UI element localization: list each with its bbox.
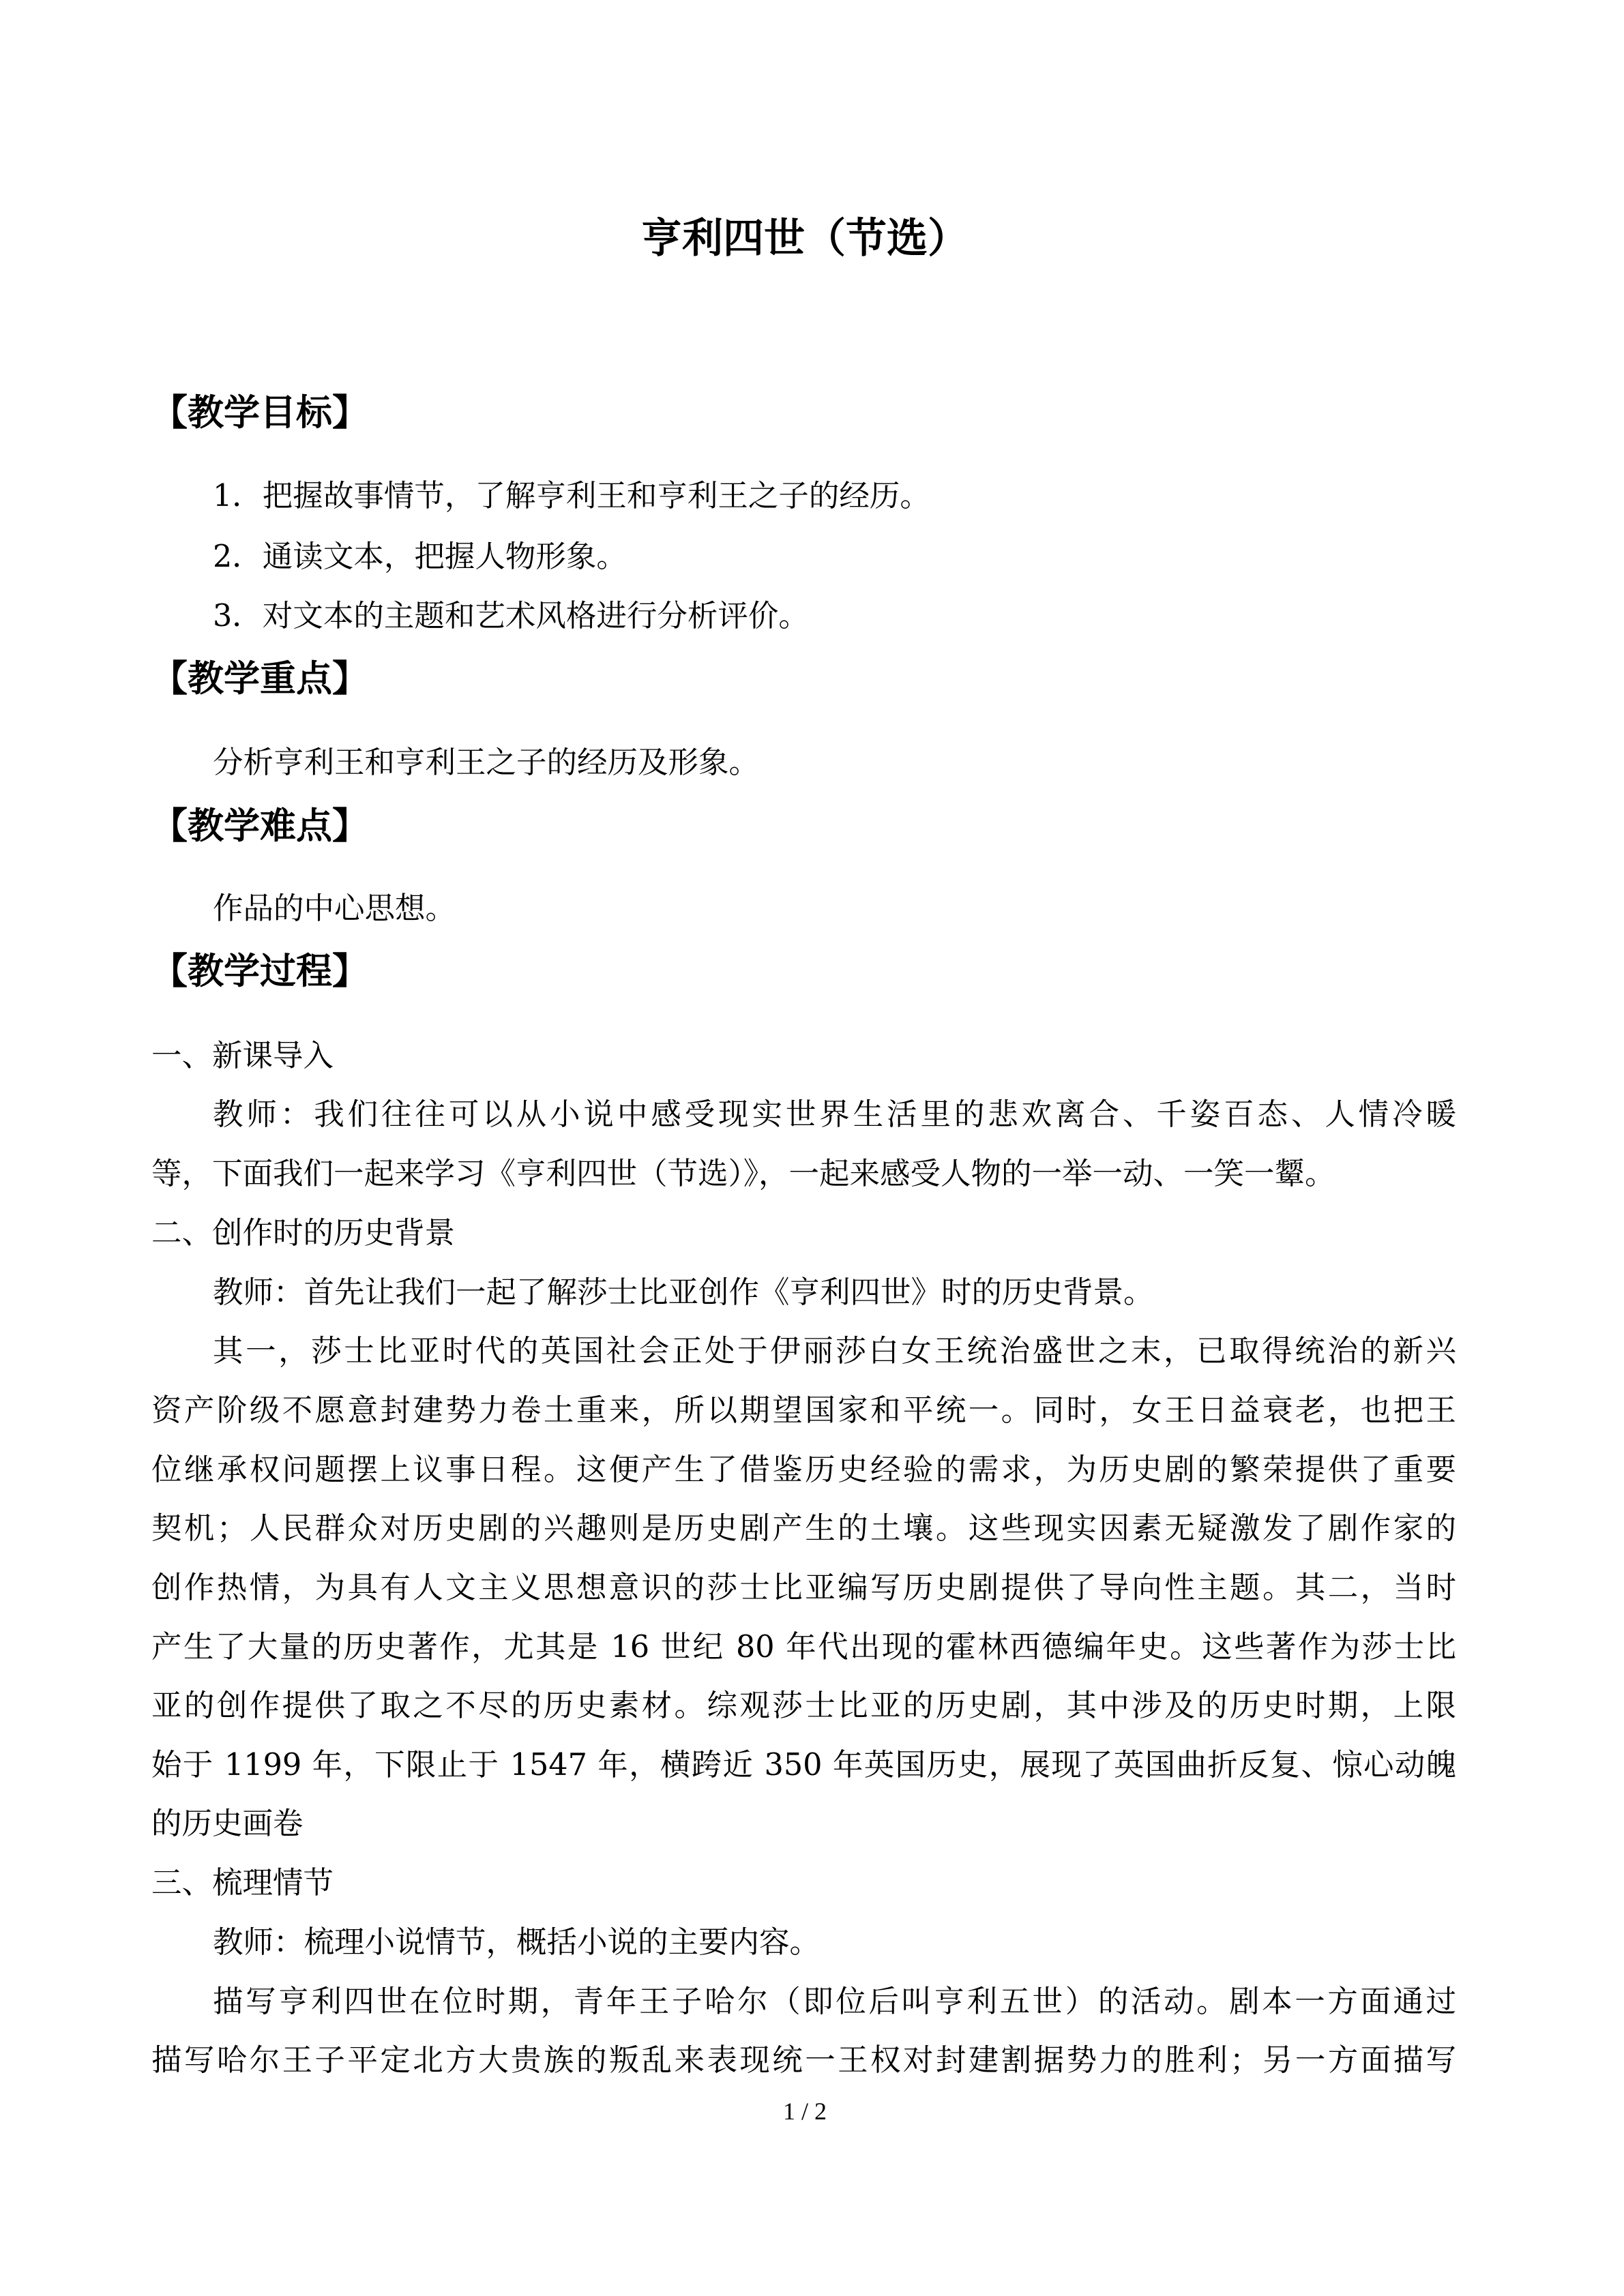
page-number: 1 / 2 [782,2098,827,2125]
heading-process: 【教学过程】 [151,951,368,992]
difficulty-text: 作品的中心思想。 [213,891,456,926]
paragraph-line: 其一，莎士比亚时代的英国社会正处于伊丽莎白女王统治盛世之末，已取得统治的新兴 [213,1334,1456,1369]
heading-objectives: 【教学目标】 [151,392,368,434]
step-title-background: 二、创作时的历史背景 [151,1216,456,1251]
paragraph-line: 描写哈尔王子平定北方大贵族的叛乱来表现统一王权对封建割据势力的胜利；另一方面描写 [151,2043,1456,2078]
paragraph-line: 描写亨利四世在位时期，青年王子哈尔（即位后叫亨利五世）的活动。剧本一方面通过 [213,1984,1456,2019]
step-title-intro: 一、新课导入 [151,1039,334,1073]
paragraph-line: 亚的创作提供了取之不尽的历史素材。综观莎士比亚的历史剧，其中涉及的历史时期，上限 [151,1688,1456,1723]
paragraph-line: 创作热情，为具有人文主义思想意识的莎士比亚编写历史剧提供了导向性主题。其二，当时 [151,1570,1456,1605]
paragraph-line: 教师：梳理小说情节，概括小说的主要内容。 [213,1925,821,1960]
paragraph-line: 契机；人民群众对历史剧的兴趣则是历史剧产生的土壤。这些现实因素无疑激发了剧作家的 [151,1511,1456,1546]
paragraph-line: 等，下面我们一起来学习《亨利四世（节选）》，一起来感受人物的一举一动、一笑一颦。 [151,1157,1335,1191]
paragraph-line: 始于 1199 年，下限止于 1547 年，横跨近 350 年英国历史，展现了英国曲折反复、惊心动魄 [151,1748,1456,1783]
paragraph-line: 产生了大量的历史著作，尤其是 16 世纪 80 年代出现的霍林西德编年史。这些著作为莎士比 [151,1630,1456,1665]
paragraph-line: 位继承权问题摆上议事日程。这便产生了借鉴历史经验的需求，为历史剧的繁荣提供了重要 [151,1452,1456,1487]
page-title: 亨利四世（节选） [641,215,969,263]
objective-item: 1．把握故事情节，了解亨利王和亨利王之子的经历。 [213,479,930,513]
objective-item: 2．通读文本，把握人物形象。 [213,539,627,574]
paragraph-line: 资产阶级不愿意封建势力卷土重来，所以期望国家和平统一。同时，女王日益衰老，也把王 [151,1393,1456,1428]
heading-difficulties: 【教学难点】 [151,805,368,847]
paragraph-line: 的历史画卷 [151,1806,304,1841]
paragraph-line: 教师：我们往往可以从小说中感受现实世界生活里的悲欢离合、千姿百态、人情冷暖 [213,1097,1456,1132]
key-point-text: 分析亨利王和亨利王之子的经历及形象。 [213,745,760,780]
paragraph-line: 教师：首先让我们一起了解莎士比亚创作《亨利四世》时的历史背景。 [213,1275,1154,1310]
objective-item: 3．对文本的主题和艺术风格进行分析评价。 [213,599,809,633]
heading-key-points: 【教学重点】 [151,658,368,700]
step-title-plot: 三、梳理情节 [151,1866,334,1900]
